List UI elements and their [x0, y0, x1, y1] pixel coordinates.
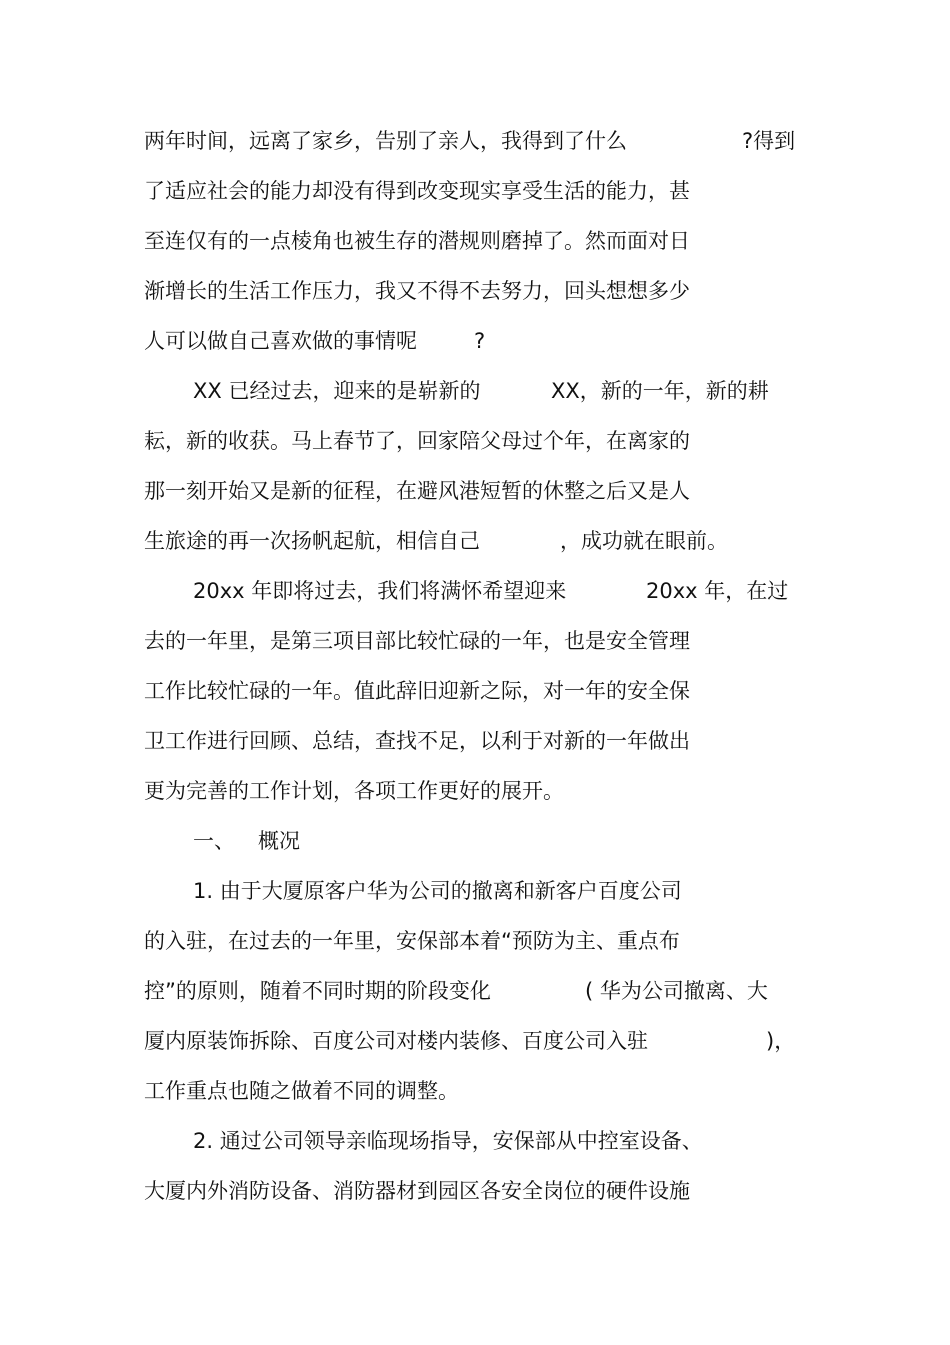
text-segment: 20xx 年，在过	[646, 579, 789, 603]
text-segment: 的入驻，在过去的一年里，安保部本着“预防为主、重点布	[144, 929, 680, 953]
text-line	[0, 421, 950, 461]
text-line	[0, 921, 950, 961]
text-segment: 耘，新的收获。马上春节了，回家陪父母过个年，在离家的	[144, 429, 690, 453]
text-segment: 两年时间，远离了家乡，告别了亲人，我得到了什么	[144, 129, 627, 153]
text-line	[0, 371, 950, 411]
text-segment: 2. 通过公司领导亲临现场指导，安保部从中控室设备、	[193, 1129, 703, 1153]
text-segment: 人可以做自己喜欢做的事情呢	[144, 329, 417, 353]
text-segment: 20xx 年即将过去，我们将满怀希望迎来	[193, 579, 567, 603]
text-segment: 至连仅有的一点棱角也被生存的潜规则磨掉了。然而面对日	[144, 229, 690, 253]
text-line	[0, 121, 950, 161]
text-segment: 1. 由于大厦原客户华为公司的撤离和新客户百度公司	[193, 879, 682, 903]
text-segment: ，成功就在眼前。	[560, 529, 728, 553]
text-line	[0, 221, 950, 261]
text-line	[0, 721, 950, 761]
text-segment: XX 已经过去，迎来的是崭新的	[193, 379, 481, 403]
text-segment: 厦内原装饰拆除、百度公司对楼内装修、百度公司入驻	[144, 1029, 648, 1053]
text-line	[0, 1071, 950, 1111]
text-line	[0, 271, 950, 311]
text-line	[0, 1171, 950, 1211]
text-segment: )，	[766, 1029, 796, 1053]
text-segment: 去的一年里，是第三项目部比较忙碌的一年，也是安全管理	[144, 629, 690, 653]
text-line	[0, 1121, 950, 1161]
text-segment: 更为完善的工作计划，各项工作更好的展开。	[144, 779, 564, 803]
text-line	[0, 471, 950, 511]
text-segment: 控”的原则，随着不同时期的阶段变化	[144, 979, 491, 1003]
heading-text: 概况	[258, 829, 300, 853]
text-segment: 渐增长的生活工作压力，我又不得不去努力，回头想想多少	[144, 279, 690, 303]
text-line	[0, 571, 950, 611]
section-heading	[0, 821, 950, 861]
text-line	[0, 971, 950, 1011]
text-segment: XX，新的一年，新的耕	[551, 379, 769, 403]
text-segment: ?	[474, 329, 486, 353]
text-segment: 了适应社会的能力却没有得到改变现实享受生活的能力，甚	[144, 179, 690, 203]
heading-number: 一、	[193, 829, 235, 853]
text-segment: ?得到	[742, 129, 796, 153]
text-segment: 生旅途的再一次扬帆起航，相信自己	[144, 529, 480, 553]
text-line	[0, 1021, 950, 1061]
text-line	[0, 771, 950, 811]
text-line	[0, 521, 950, 561]
text-segment: 大厦内外消防设备、消防器材到园区各安全岗位的硬件设施	[144, 1179, 690, 1203]
text-segment: 那一刻开始又是新的征程，在避风港短暂的休整之后又是人	[144, 479, 690, 503]
text-segment: 工作比较忙碌的一年。值此辞旧迎新之际，对一年的安全保	[144, 679, 690, 703]
text-segment: 卫工作进行回顾、总结，查找不足，以利于对新的一年做出	[144, 729, 690, 753]
text-segment: ( 华为公司撤离、大	[585, 979, 768, 1003]
text-line	[0, 621, 950, 661]
text-line	[0, 321, 950, 361]
text-line	[0, 671, 950, 711]
text-line	[0, 871, 950, 911]
text-line	[0, 171, 950, 211]
text-segment: 工作重点也随之做着不同的调整。	[144, 1079, 459, 1103]
